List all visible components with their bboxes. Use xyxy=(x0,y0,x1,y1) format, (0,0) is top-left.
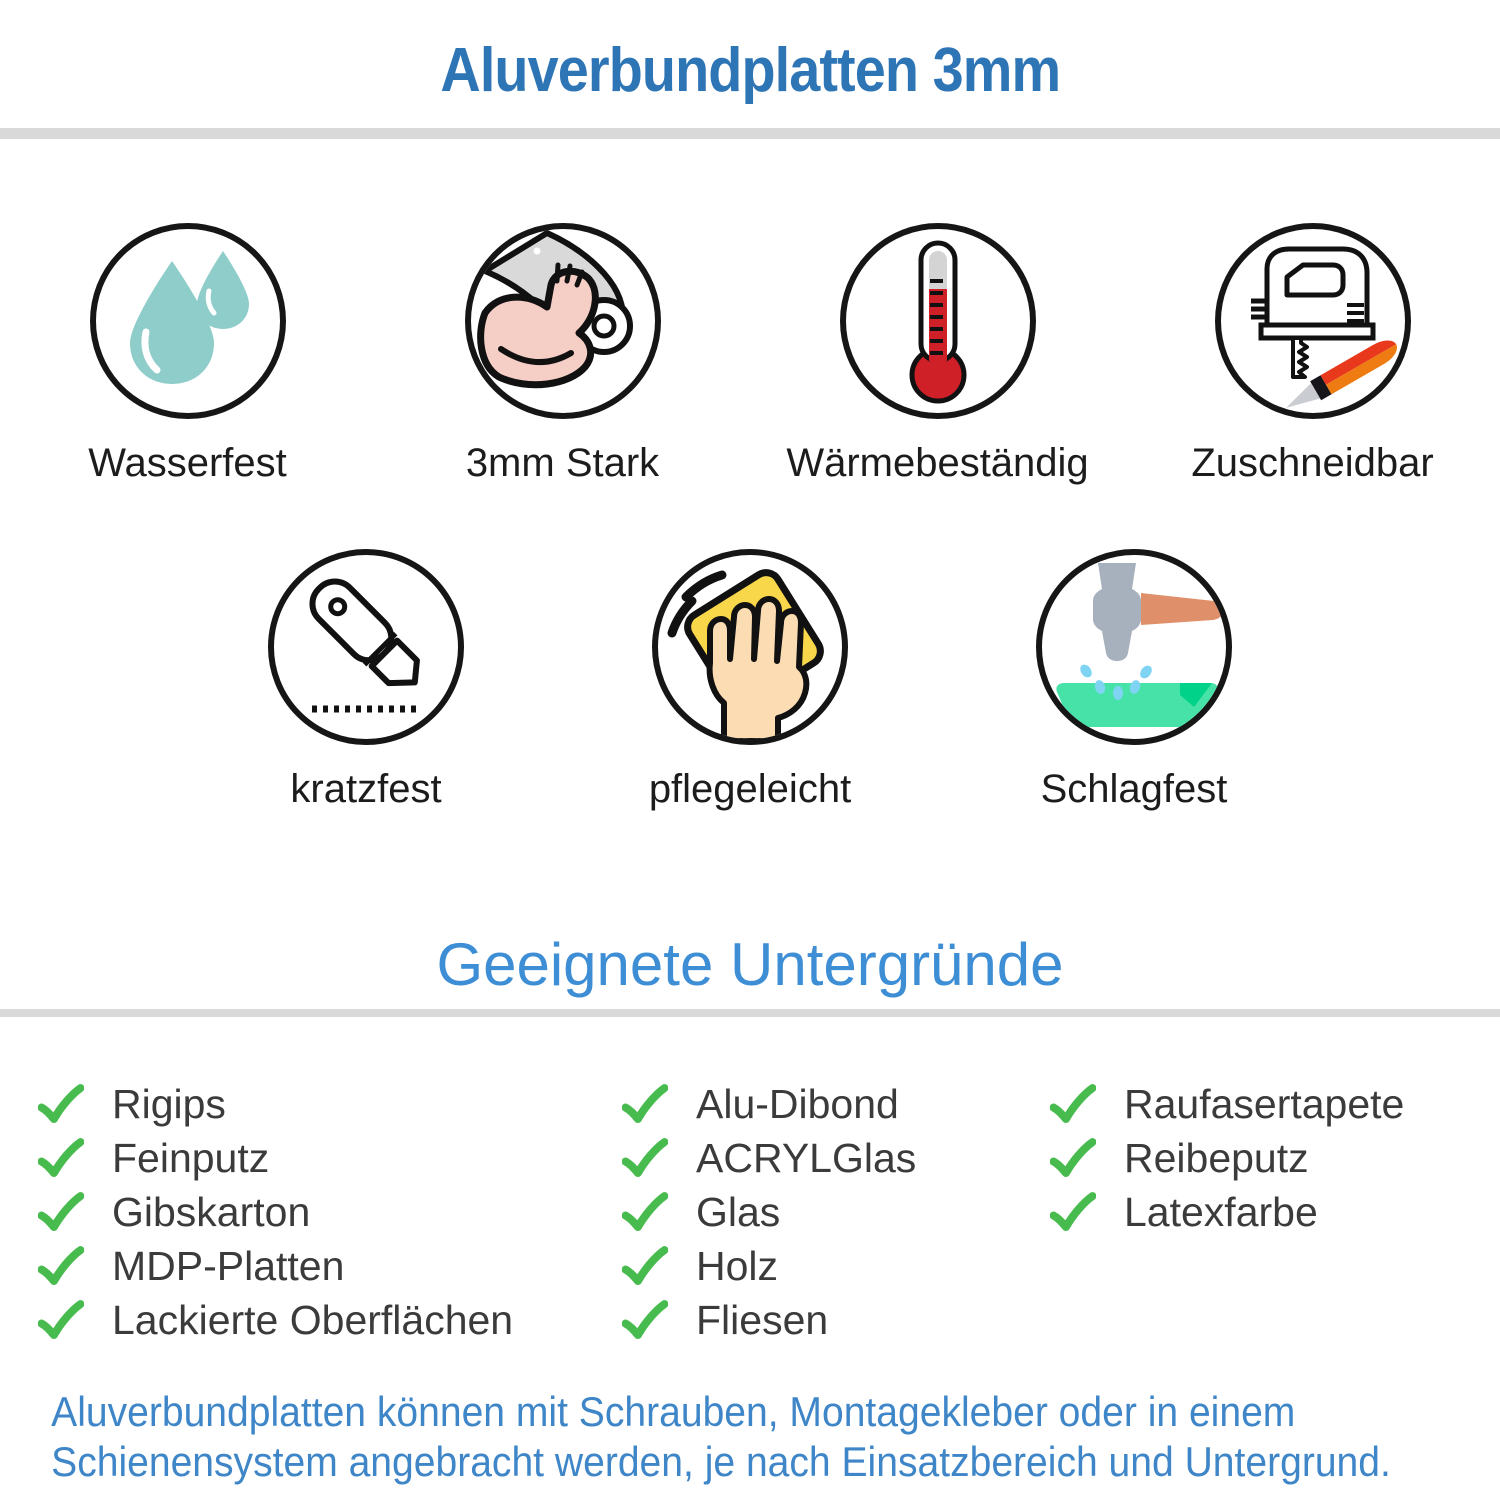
list-item xyxy=(622,1293,1050,1347)
cleaning-hand-icon xyxy=(652,549,848,745)
list-item xyxy=(622,1131,1050,1185)
list-item xyxy=(1050,1077,1490,1131)
check-icon xyxy=(622,1084,668,1124)
substrate-label: Rigips xyxy=(112,1080,226,1127)
check-icon xyxy=(38,1138,84,1178)
utility-knife-icon xyxy=(268,549,464,745)
check-icon xyxy=(1050,1138,1096,1178)
list-item xyxy=(1050,1185,1490,1239)
feature-label: Zuschneidbar xyxy=(1191,441,1434,485)
feature-row-1 xyxy=(0,223,1500,485)
feature-label: kratzfest xyxy=(290,767,442,811)
mounting-note-line1: Aluverbundplatten können mit Schrauben, Montagekleber oder in einem xyxy=(51,1388,1296,1435)
substrate-label: Raufasertapete xyxy=(1124,1080,1405,1127)
feature-3mm-stark xyxy=(375,223,750,485)
list-item xyxy=(622,1077,1050,1131)
substrate-label: Alu-Dibond xyxy=(696,1080,899,1127)
list-item xyxy=(622,1185,1050,1239)
list-item xyxy=(38,1077,622,1131)
check-icon xyxy=(38,1246,84,1286)
substrate-column-1 xyxy=(38,1077,622,1347)
jigsaw-cutter-icon xyxy=(1215,223,1411,419)
check-icon xyxy=(622,1192,668,1232)
feature-row-2 xyxy=(0,549,1500,811)
list-item xyxy=(38,1239,622,1293)
feature-schlagfest xyxy=(942,549,1326,811)
divider-bar-top xyxy=(0,128,1500,139)
check-icon xyxy=(1050,1084,1096,1124)
feature-label: 3mm Stark xyxy=(465,441,660,485)
section-title-substrates: Geeignete Untergründe xyxy=(436,931,1064,998)
water-drops-icon xyxy=(90,223,286,419)
substrate-label: ACRYLGlas xyxy=(696,1134,917,1181)
list-item xyxy=(38,1293,622,1347)
feature-label: Wasserfest xyxy=(88,441,287,485)
check-icon xyxy=(38,1192,84,1232)
substrate-label: Fliesen xyxy=(696,1296,829,1343)
thermometer-icon xyxy=(840,223,1036,419)
feature-label: Wärmebeständig xyxy=(786,441,1089,485)
header-section-1 xyxy=(0,0,1500,128)
header-section-2 xyxy=(0,929,1500,1001)
check-icon xyxy=(622,1300,668,1340)
feature-wasserfest xyxy=(0,223,375,485)
mounting-note-line2: Schienensystem angebracht werden, je nach Einsatzbereich und Untergrund. xyxy=(51,1438,1391,1485)
substrate-column-3 xyxy=(1050,1077,1490,1347)
substrate-label: Reibeputz xyxy=(1124,1134,1309,1181)
substrate-label: MDP-Platten xyxy=(112,1242,345,1289)
list-item xyxy=(38,1131,622,1185)
substrate-label: Glas xyxy=(696,1188,781,1235)
substrate-label: Feinputz xyxy=(112,1134,270,1181)
page-title: Aluverbundplatten 3mm xyxy=(440,36,1060,105)
feature-label: pflegeleicht xyxy=(648,767,852,811)
divider-bar-middle xyxy=(0,1009,1500,1017)
list-item xyxy=(38,1185,622,1239)
muscle-arm-panel-icon xyxy=(465,223,661,419)
feature-waermebestaendig xyxy=(750,223,1125,485)
substrate-label: Latexfarbe xyxy=(1124,1188,1318,1235)
check-icon xyxy=(38,1300,84,1340)
feature-kratzfest xyxy=(174,549,558,811)
check-icon xyxy=(1050,1192,1096,1232)
hammer-impact-icon xyxy=(1036,549,1232,745)
list-item xyxy=(622,1239,1050,1293)
check-icon xyxy=(622,1138,668,1178)
check-icon xyxy=(622,1246,668,1286)
substrate-label: Lackierte Oberflächen xyxy=(112,1296,514,1343)
feature-pflegeleicht xyxy=(558,549,942,811)
feature-label: Schlagfest xyxy=(1040,767,1228,811)
substrate-checklist xyxy=(0,1077,1500,1347)
feature-zuschneidbar xyxy=(1125,223,1500,485)
substrate-column-2 xyxy=(622,1077,1050,1347)
check-icon xyxy=(38,1084,84,1124)
list-item xyxy=(1050,1131,1490,1185)
substrate-label: Holz xyxy=(696,1242,779,1289)
substrate-label: Gibskarton xyxy=(112,1188,311,1235)
mounting-note xyxy=(0,1387,1395,1487)
